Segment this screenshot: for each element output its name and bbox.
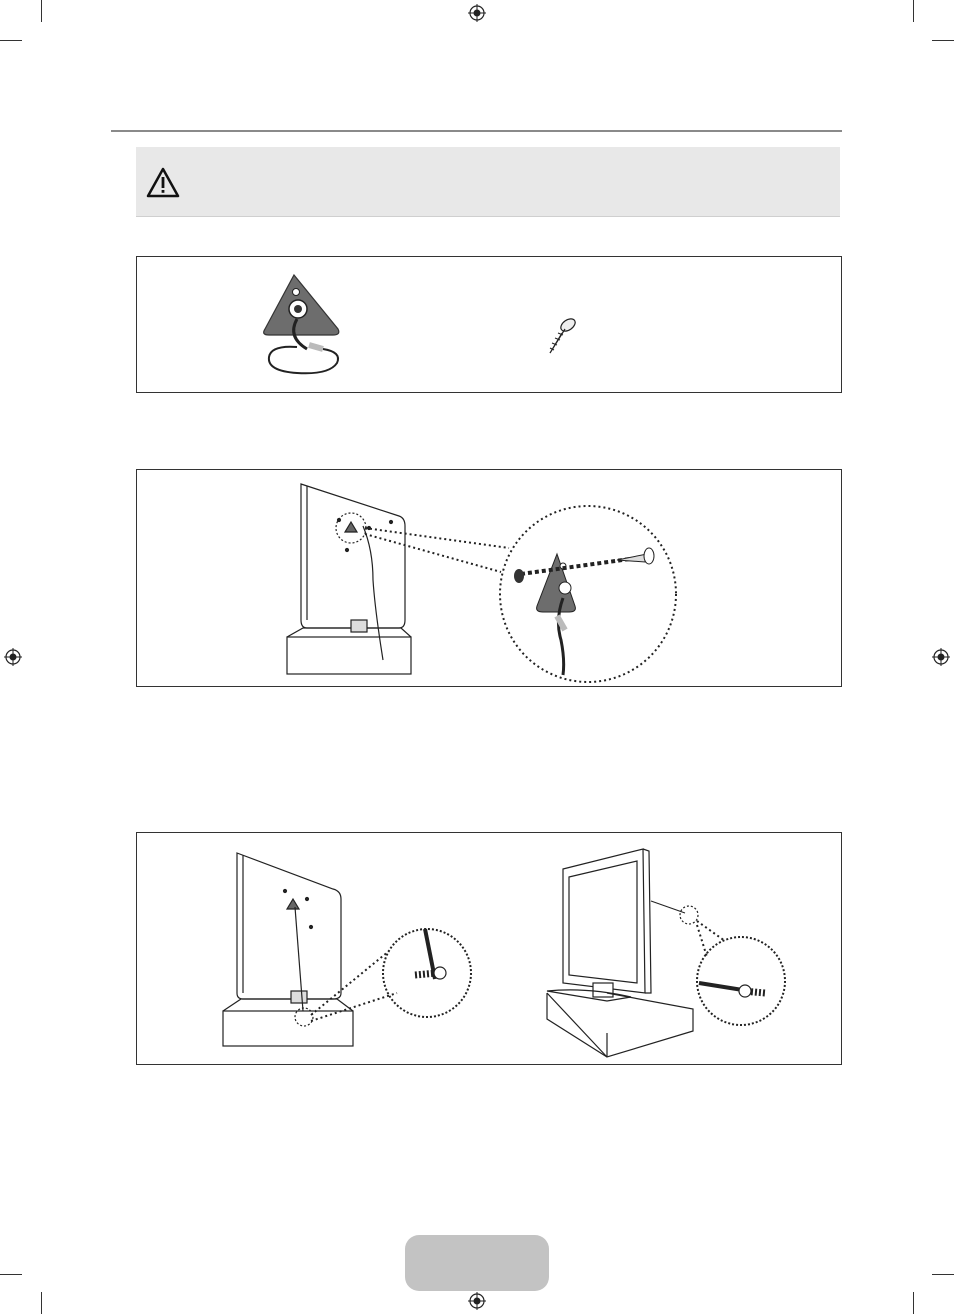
tv-front-on-stand-illustration [547, 849, 785, 1057]
registration-mark-icon [932, 648, 950, 666]
warning-triangle-icon [146, 167, 180, 199]
screw-icon [550, 316, 577, 353]
bracket-attachment-panel [136, 469, 842, 687]
registration-mark-icon [4, 648, 22, 666]
section-rule [111, 130, 842, 132]
crop-mark [932, 40, 954, 41]
bracket-closeup-illustration [514, 548, 654, 675]
crop-mark [41, 0, 42, 22]
stand-fixing-panel [136, 832, 842, 1065]
registration-mark-icon [468, 1292, 486, 1310]
crop-mark [913, 0, 914, 22]
bracket-with-cable-icon [264, 275, 339, 373]
tv-rear-illustration [287, 484, 411, 674]
registration-mark-icon [468, 4, 486, 22]
crop-mark [41, 1292, 42, 1314]
crop-mark [0, 40, 22, 41]
tv-rear-on-stand-illustration [223, 853, 471, 1046]
parts-panel [136, 256, 842, 393]
crop-mark [0, 1274, 22, 1275]
crop-mark [932, 1274, 954, 1275]
crop-mark [913, 1292, 914, 1314]
zoom-connector [365, 506, 676, 682]
caution-box [136, 147, 840, 217]
page-number-tab [405, 1235, 549, 1291]
